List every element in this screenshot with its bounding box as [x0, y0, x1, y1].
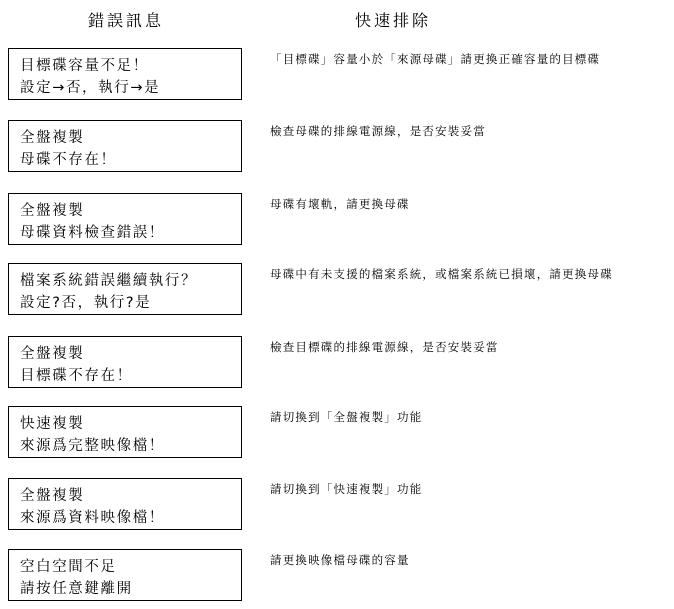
- error-message-line-2: 設定→否，執行→是: [20, 80, 161, 96]
- quick-fix-text: 檢查母碟的排線電源線，是否安裝妥當: [270, 124, 486, 138]
- error-message-box: [8, 263, 242, 315]
- error-message-line-1: 檔案系統錯誤繼續執行？: [20, 273, 198, 289]
- error-message-box: [8, 406, 242, 458]
- quick-fix-text: 母碟有壞軌，請更換母碟: [270, 197, 410, 211]
- error-message-box: [8, 48, 242, 100]
- error-message-line-2: 母碟資料檢查錯誤！: [20, 225, 165, 241]
- error-message-line-1: 全盤複製: [20, 130, 85, 146]
- error-message-line-2: 來源爲完整映像檔！: [20, 438, 165, 454]
- error-message-box: [8, 478, 242, 530]
- error-message-line-1: 快速複製: [20, 416, 85, 432]
- quick-fix-header: 快速排除: [355, 11, 432, 30]
- error-message-box: [8, 120, 242, 172]
- error-message-box: [8, 549, 242, 601]
- table-row: [0, 48, 674, 108]
- error-message-line-1: 全盤複製: [20, 346, 85, 362]
- error-message-line-2: 請按任意鍵離開: [20, 581, 133, 597]
- error-message-line-2: 來源爲資料映像檔！: [20, 510, 165, 526]
- table-row: [0, 193, 674, 253]
- quick-fix-text: 「目標碟」容量小於「來源母碟」請更換正確容量的目標碟: [270, 52, 601, 66]
- table-row: [0, 406, 674, 466]
- error-message-header: 錯誤訊息: [88, 11, 165, 30]
- error-message-line-1: 全盤複製: [20, 488, 85, 504]
- error-message-line-1: 目標碟容量不足！: [20, 58, 149, 74]
- error-message-line-2: 母碟不存在！: [20, 152, 117, 168]
- error-message-box: [8, 336, 242, 388]
- error-message-line-2: 目標碟不存在！: [20, 368, 133, 384]
- table-row: [0, 478, 674, 538]
- quick-fix-text: 請切換到「快速複製」功能: [270, 482, 423, 496]
- error-message-box: [8, 193, 242, 245]
- quick-fix-text: 請切換到「全盤複製」功能: [270, 410, 423, 424]
- quick-fix-text: 請更換映像檔母碟的容量: [270, 553, 410, 567]
- error-message-line-2: 設定?否，執行?是: [20, 295, 152, 311]
- quick-fix-text: 母碟中有未支援的檔案系統，或檔案系統已損壞，請更換母碟: [270, 267, 613, 281]
- table-row: [0, 336, 674, 396]
- quick-fix-text: 檢查目標碟的排線電源線，是否安裝妥當: [270, 340, 499, 354]
- table-row: [0, 120, 674, 180]
- error-message-line-1: 全盤複製: [20, 203, 85, 219]
- table-row: [0, 263, 674, 323]
- error-message-line-1: 空白空間不足: [20, 559, 117, 575]
- table-row: [0, 549, 674, 609]
